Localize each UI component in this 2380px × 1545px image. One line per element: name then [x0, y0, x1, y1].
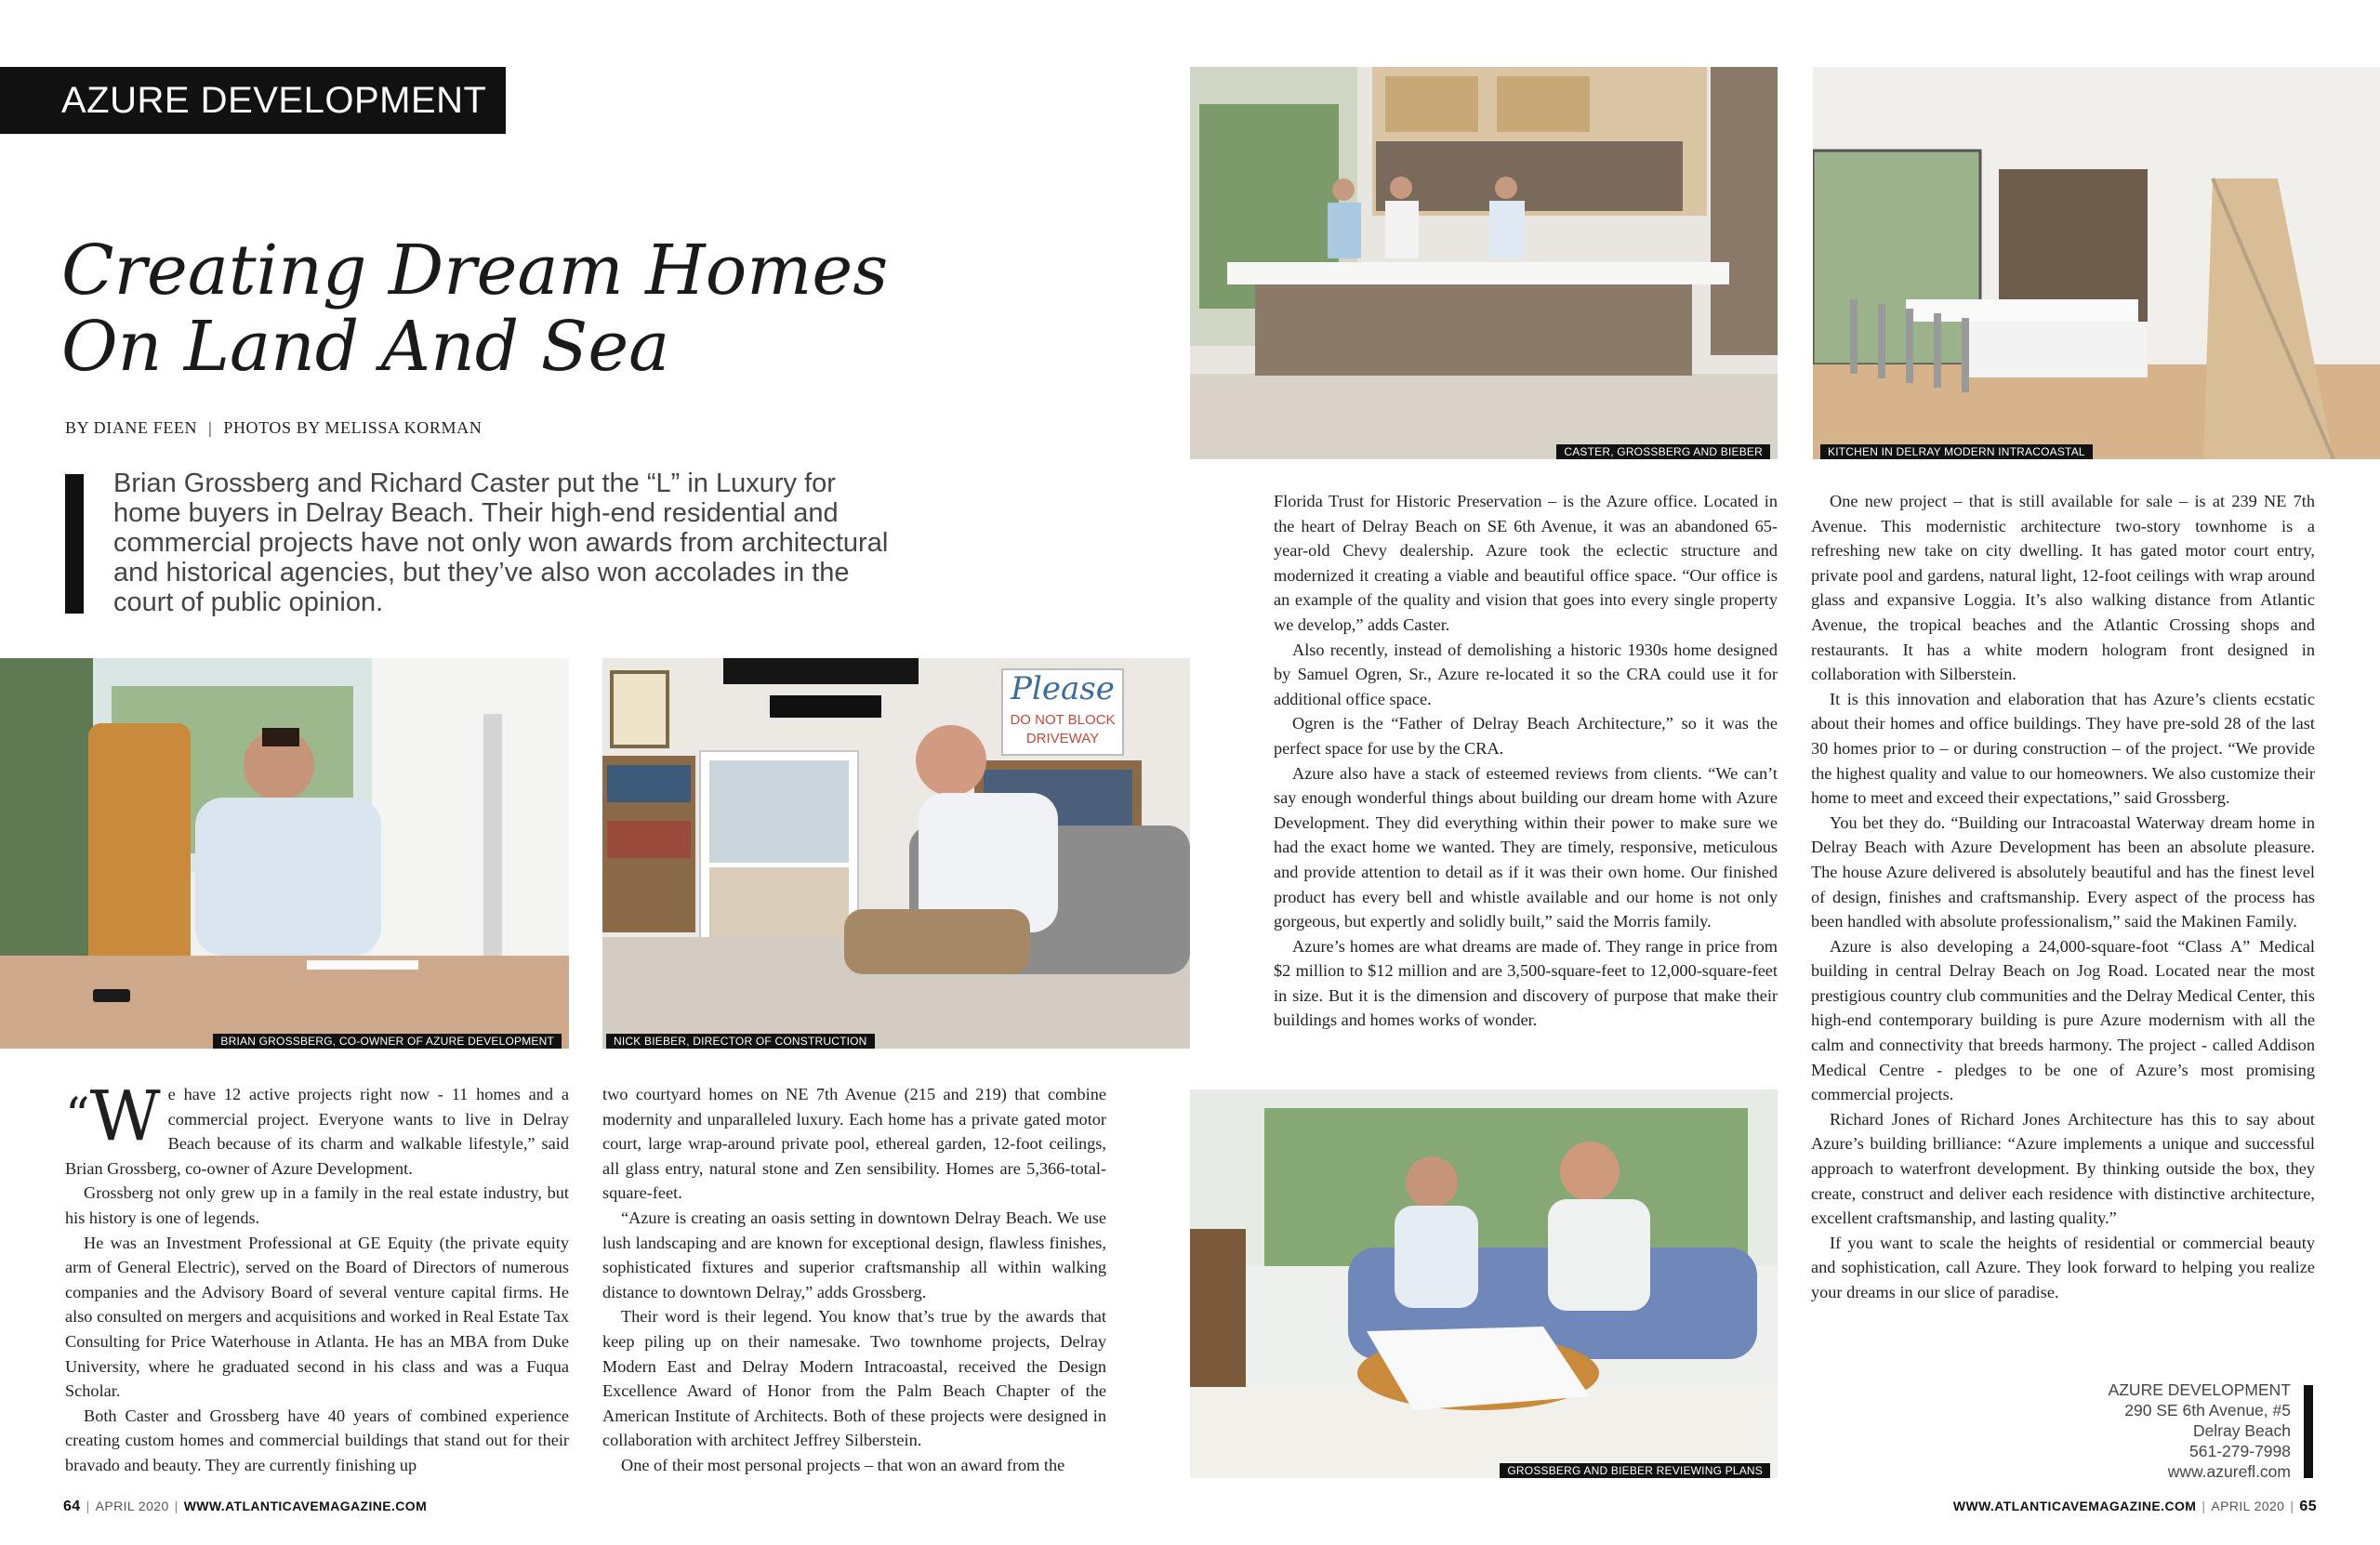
body-column-1 — [65, 1076, 569, 1478]
paragraph: “Azure is creating an oasis setting in downtown Delray Beach. We use lush landscaping and are known for exceptional design, flawless finishes, sophisticated fixtures and superior craftsmanship all within walking distance to downtown Delray,” adds Grossberg. — [602, 1208, 1106, 1301]
sign-line-2: DRIVEWAY — [1025, 731, 1100, 746]
page-number-right: 65 — [2299, 1499, 2317, 1514]
paragraph: Ogren is the “Father of Delray Beach Architecture,” so it was the perfect space for use by the CRA. — [1274, 714, 1778, 758]
footer-pipe: | — [86, 1499, 90, 1513]
photo-caption: BRIAN GROSSBERG, CO-OWNER OF AZURE DEVELOPMENT — [213, 1034, 562, 1049]
photo-kitchen-trio — [1190, 67, 1778, 459]
footer-left — [63, 1499, 427, 1515]
sign-line-1: DO NOT BLOCK — [1010, 712, 1116, 728]
drop-cap — [65, 1076, 161, 1156]
paragraph: It is this innovation and elaboration that has Azure’s clients ecstatic about their homes and office buildings. They have pre-sold 28 of the last 30 homes prior to – or during construction – of the project. “We provide the highest quality and value to our homeowners. We also customize their home to meet and exceed their expectations,” said Grossberg. — [1811, 689, 2315, 808]
photo-grossberg-desk — [0, 658, 569, 1049]
photo-reviewing-plans-image — [1190, 1089, 1778, 1478]
contact-website[interactable]: www.azurefl.com — [2167, 1462, 2291, 1481]
sign-please: Please — [1011, 670, 1115, 707]
headline-line-2: On Land And Sea — [61, 307, 670, 387]
footer-pipe: | — [2202, 1499, 2206, 1513]
paragraph: He was an Investment Professional at GE Equity (the private equity arm of General Electric), served on the Board of Directors of numerous companies and the Advisory Board of several venture capital firms. He also consulted on mergers and acquisitions and worked in Real Estate Tax Consulting for Price Waterhouse in Atlanta. He has an MBA from Duke University, where he graduated second in his class and was a Fuqua Scholar. — [65, 1233, 569, 1401]
paragraph: Florida Trust for Historic Preservation – is the Azure office. Located in the heart of Delray Beach on SE 6th Avenue, it was an abandoned 65-year-old Chevy dealership. Azure took the eclectic structure and modernized it creating a viable and beautiful office space. “Our office is an example of the quality and vision that goes into every single property we develop,” adds Caster. — [1274, 492, 1778, 634]
photo-reviewing-plans — [1190, 1089, 1778, 1478]
photo-grossberg-desk-image — [0, 658, 569, 1049]
footer-issue: APRIL 2020 — [95, 1499, 169, 1513]
photo-caption: KITCHEN IN DELRAY MODERN INTRACOASTAL — [1820, 444, 2093, 459]
footer-site: WWW.ATLANTICAVEMAGAZINE.COM — [183, 1499, 428, 1513]
paragraph: e have 12 active projects right now - 11 homes and a commercial project. Everyone wants to live in Delray Beach because of its charm and walkable lifestyle,” said Brian Grossberg, co-owner of Azure Development. — [65, 1085, 569, 1178]
paragraph: Their word is their legend. You know that’s true by the awards that keep piling up on their namesake. Two townhome projects, Delray Modern East and Delray Modern Intracoastal, received the Design Excellence Award of Honor from the Palm Beach Chapter of the American Institute of Architects. Both of these projects were designed in collaboration with architect Jeffrey Silberstein. — [602, 1307, 1106, 1450]
paragraph: Azure also have a stack of esteemed reviews from clients. “We can’t say enough wonderful things about building our dream home with Azure Development. They did everything within their power to make sure we had the exact home we wanted. They are timely, responsive, meticulous and provide attention to detail as if it was their own home. Our finished product has every bell and whistle available and our home is not only gorgeous, but expertly and solidly built,” said the Morris family. — [1274, 763, 1778, 931]
footer-right — [1953, 1499, 2317, 1515]
paragraph: You bet they do. “Building our Intracoastal Waterway dream home in Delray Beach with Azure Development has been an absolute pleasure. The house Azure delivered is absolutely beautiful and has the finest level of design, finishes and craftsmanship. Every aspect of the process has been handled with absolute professionalism,” said the Makinen Family. — [1811, 812, 2315, 931]
section-tag: AZURE DEVELOPMENT — [0, 67, 506, 134]
paragraph: Richard Jones of Richard Jones Architecture has this to say about Azure’s building brilliance: “Azure implements a unique and successful approach to waterfront development. By thinking outside the box, they create, construct and deliver each residence with distinctive architecture, excellent craftsmanship, and lasting quality.” — [1811, 1109, 2315, 1228]
drop-cap-letter: W — [89, 1076, 161, 1156]
body-column-3 — [1274, 489, 1778, 1033]
paragraph: Also recently, instead of demolishing a historic 1930s home designed by Samuel Ogren, Sr., Azure re-located it so the CRA could use it for additional office space. — [1274, 640, 1778, 708]
footer-pipe: | — [174, 1499, 178, 1513]
dek: Brian Grossberg and Richard Caster put the “L” in Luxury for home buyers in Delray Beach. Their high-end residential and commercial projects have not only won awards from architectural and historical agencies, but they’ve also won accolades in the court of public opinion. — [113, 469, 889, 617]
contact-name: AZURE DEVELOPMENT — [2108, 1380, 2291, 1399]
body-column-4 — [1811, 489, 2315, 1305]
contact-phone[interactable]: 561-279-7998 — [2189, 1442, 2291, 1460]
contact-rule — [2304, 1385, 2313, 1478]
byline-author: BY DIANE FEEN — [65, 418, 198, 437]
contact-city: Delray Beach — [2192, 1421, 2291, 1440]
headline — [61, 232, 898, 385]
paragraph: two courtyard homes on NE 7th Avenue (215 and 219) that combine modernity and unparalleled luxury. Each home has a private gated motor court, large wrap-around private pool, ethereal garden, 12-foot ceilings, all glass entry, natural stone and Zen sensibility. Homes are 5,366-total-square-feet. — [602, 1085, 1106, 1203]
paragraph: If you want to scale the heights of residential or commercial beauty and sophistication, call Azure. They look forward to helping you realize your dreams in our slice of paradise. — [1811, 1233, 2315, 1301]
paragraph: Azure’s homes are what dreams are made of. They range in price from $2 million to $12 million and are 3,500-square-feet to 12,000-square-feet in size. But it is the dimension and discovery of purpose that make their buildings and homes works of wonder. — [1274, 936, 1778, 1030]
drop-cap-quote: “ — [65, 1089, 90, 1144]
dek-rule — [65, 474, 84, 614]
footer-issue: APRIL 2020 — [2211, 1499, 2285, 1513]
body-column-2 — [602, 1082, 1106, 1478]
byline-photographer: PHOTOS BY MELISSA KORMAN — [223, 418, 483, 437]
contact-street: 290 SE 6th Avenue, #5 — [2124, 1401, 2291, 1420]
paragraph: Grossberg not only grew up in a family in the real estate industry, but his history is one of legends. — [65, 1183, 569, 1227]
paragraph: One new project – that is still available for sale – is at 239 NE 7th Avenue. This modernistic architecture two-story townhome is a refreshing new take on city dwelling. It has gated motor court entry, private pool and gardens, natural light, 12-foot ceilings with wrap around glass and expansive Loggia. It’s also walking distance from Atlantic Avenue, the tropical beaches and the Atlantic Crossing shops and restaurants. It has a white modern hologram front designed in collaboration with Silberstein. — [1811, 492, 2315, 684]
footer-site: WWW.ATLANTICAVEMAGAZINE.COM — [1952, 1499, 2197, 1513]
photo-caption: GROSSBERG AND BIEBER REVIEWING PLANS — [1500, 1463, 1770, 1478]
paragraph: One of their most personal projects – that won an award from the — [621, 1455, 1065, 1474]
photo-caption: NICK BIEBER, DIRECTOR OF CONSTRUCTION — [606, 1034, 875, 1049]
photo-caption: CASTER, GROSSBERG AND BIEBER — [1556, 444, 1770, 459]
headline-line-1: Creating Dream Homes — [61, 231, 889, 310]
paragraph: Azure is also developing a 24,000-square-foot “Class A” Medical building in central Delray Beach on Jog Road. Located near the most prestigious country club communities and the Delray Medical Center, this high-end contemporary building is pure Azure modernism with all the calm and connectivity that breeds harmony. The project - called Addison Medical Centre - pledges to be one of Azure’s most promising commercial projects. — [1811, 936, 2315, 1104]
paragraph: Both Caster and Grossberg have 40 years of combined experience creating custom homes and commercial buildings that stand out for their bravado and beauty. They are currently finishing up — [65, 1406, 569, 1474]
contact-info — [2045, 1380, 2291, 1482]
byline-separator: | — [208, 418, 213, 437]
page-number-left: 64 — [63, 1499, 81, 1514]
footer-pipe: | — [2290, 1499, 2294, 1513]
photo-kitchen-modern-image — [1813, 67, 2380, 459]
byline — [65, 418, 482, 438]
photo-bieber-office — [602, 658, 1190, 1049]
photo-kitchen-modern — [1813, 67, 2380, 459]
photo-kitchen-trio-image — [1190, 67, 1778, 459]
